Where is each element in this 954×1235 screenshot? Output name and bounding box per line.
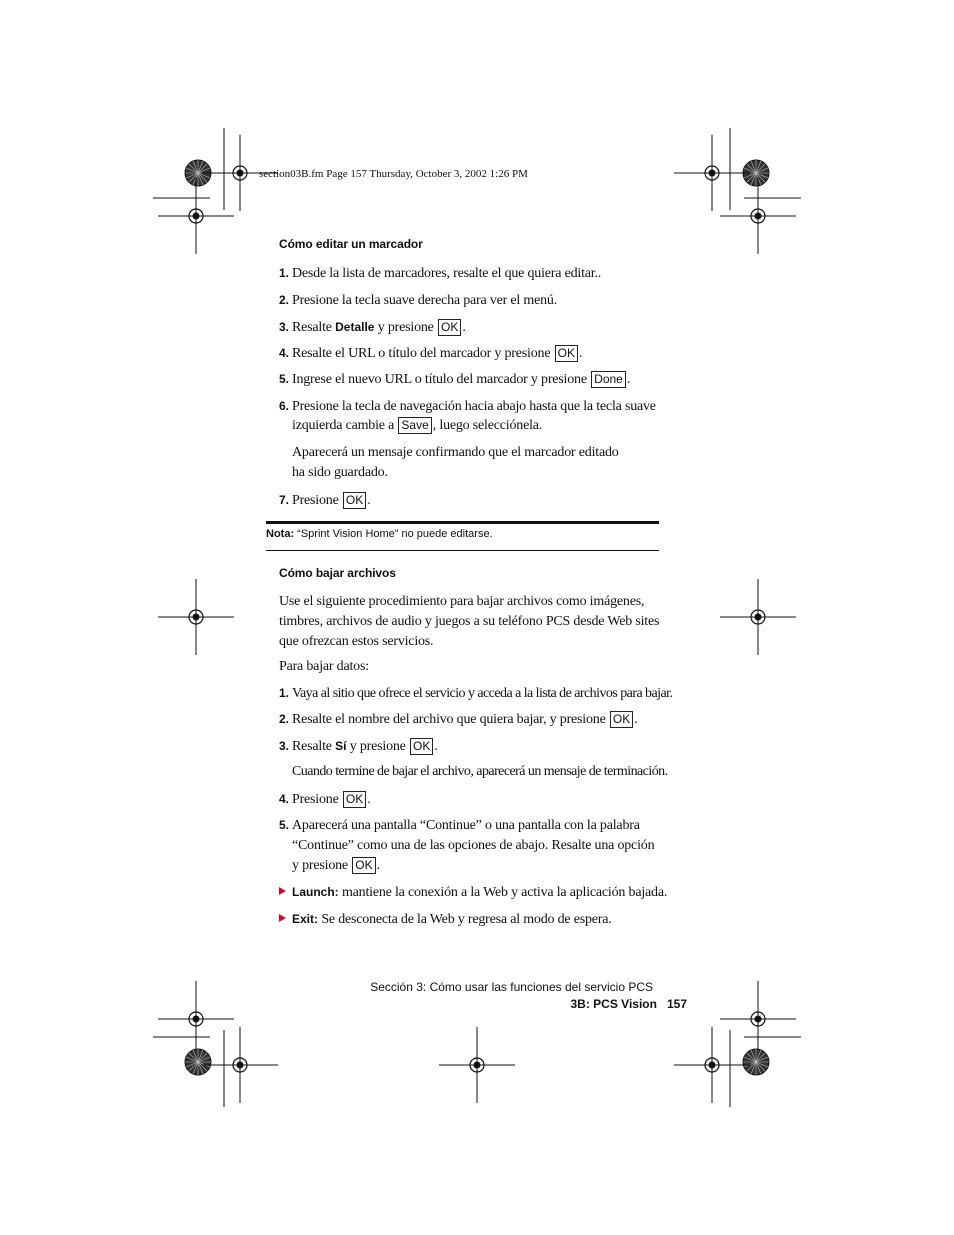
bold-term: Detalle (335, 320, 375, 334)
intro-paragraph-line: timbres, archivos de audio y juegos a su teléfono PCS desde Web sites (279, 614, 660, 629)
bullet-label: Exit: (292, 912, 319, 926)
step-text: , luego selecciónela. (432, 418, 543, 433)
step-number: 3. (279, 739, 290, 753)
step-text: Resalte el nombre del archivo que quiera bajar, y presione (292, 712, 609, 727)
step-text: . (367, 792, 371, 807)
list-item (279, 789, 371, 810)
step-text: . (434, 739, 438, 754)
list-item (279, 683, 672, 704)
step-number: 3. (279, 320, 290, 334)
softkey-label: OK (410, 738, 433, 755)
step-text: . (626, 372, 631, 387)
step-note: Cuando termine de bajar el archivo, aparecerá un mensaje de terminación. (292, 764, 668, 779)
bullet-text: Se desconecta de la Web y regresa al modo de espera. (318, 912, 612, 927)
lead-text: Para bajar datos: (279, 659, 369, 674)
step-text: y presione (346, 739, 409, 754)
list-item (279, 263, 601, 284)
list-item (279, 343, 582, 364)
step-text: Ingrese el nuevo URL o título del marcador y presione (292, 372, 591, 387)
step-text: Presione (292, 792, 342, 807)
step-text: Resalte el URL o título del marcador y presione (292, 346, 554, 361)
bullet-item-launch (279, 882, 667, 903)
step-continuation (292, 416, 542, 436)
step-text: Presione (292, 493, 342, 508)
step-number: 2. (279, 293, 290, 307)
bold-term: Sí (335, 739, 347, 753)
step-note: Aparecerá un mensaje confirmando que el marcador editado (292, 445, 619, 460)
list-item (279, 369, 630, 390)
step-text: Presione la tecla de navegación hacia abajo hasta que la tecla suave (292, 399, 656, 414)
softkey-label: OK (343, 492, 366, 509)
note-label: Nota: (266, 528, 295, 540)
bullet-item-exit (279, 909, 612, 930)
softkey-label: OK (343, 791, 366, 808)
list-item (279, 490, 371, 511)
step-text: izquierda cambie a (292, 418, 398, 433)
step-number: 7. (279, 493, 290, 507)
step-text: Vaya al sitio que ofrece el servicio y acceda a la lista de archivos para bajar. (292, 686, 673, 701)
footer-section-title: Sección 3: Cómo usar las funciones del servicio PCS (370, 980, 653, 994)
softkey-label: Save (398, 417, 431, 434)
bullet-label: Launch: (292, 885, 339, 899)
step-number: 6. (279, 399, 290, 413)
step-number: 1. (279, 266, 290, 280)
intro-paragraph-line: Use el siguiente procedimiento para bajar archivos como imágenes, (279, 594, 645, 609)
step-text: y presione (292, 858, 352, 873)
softkey-label: OK (610, 711, 633, 728)
bullet-text: mantiene la conexión a la Web y activa la aplicación bajada. (338, 885, 668, 900)
note-box (266, 528, 493, 540)
step-number: 5. (279, 818, 290, 832)
list-item (279, 317, 466, 338)
step-text: . (462, 320, 466, 335)
page-number: 157 (666, 997, 687, 1011)
list-item (279, 290, 557, 311)
step-text: y presione (374, 320, 437, 335)
step-text: . (634, 712, 638, 727)
list-item (279, 396, 656, 417)
step-text: Aparecerá una pantalla “Continue” o una pantalla con la palabra (292, 818, 640, 833)
list-item (279, 709, 638, 730)
step-text: Presione la tecla suave derecha para ver el menú. (292, 293, 558, 308)
step-text: Resalte (292, 739, 336, 754)
step-number: 5. (279, 372, 290, 386)
softkey-label: OK (555, 345, 578, 362)
softkey-label: OK (352, 857, 375, 874)
step-text: . (578, 346, 583, 361)
section-heading-edit-bookmark: Cómo editar un marcador (279, 237, 423, 251)
softkey-label: OK (438, 319, 461, 336)
file-info-header: section03B.fm Page 157 Thursday, October 3, 2002 1:26 PM (259, 168, 528, 180)
step-text: . (367, 493, 371, 508)
step-number: 2. (279, 712, 290, 726)
note-top-rule (266, 521, 659, 524)
red-triangle-bullet-icon (279, 914, 286, 922)
step-number: 4. (279, 346, 290, 360)
section-heading-download-files: Cómo bajar archivos (279, 566, 396, 580)
step-text: . (376, 858, 380, 873)
note-bottom-rule (266, 550, 659, 551)
step-number: 1. (279, 686, 290, 700)
step-text: Desde la lista de marcadores, resalte el que quiera editar.. (292, 266, 602, 281)
list-item (279, 736, 438, 757)
list-item (279, 815, 640, 836)
step-continuation: “Continue” como una de las opciones de abajo. Resalte una opción (292, 838, 655, 853)
intro-paragraph-line: que ofrezcan estos servicios. (279, 634, 434, 649)
step-note: ha sido guardado. (292, 465, 388, 480)
footer-chapter-line (571, 997, 688, 1011)
red-triangle-bullet-icon (279, 887, 286, 895)
step-number: 4. (279, 792, 290, 806)
step-text: Resalte (292, 320, 336, 335)
step-continuation (292, 856, 380, 876)
footer-chapter: 3B: PCS Vision (570, 997, 657, 1011)
note-text: “Sprint Vision Home” no puede editarse. (294, 528, 493, 540)
softkey-label: Done (591, 371, 626, 388)
